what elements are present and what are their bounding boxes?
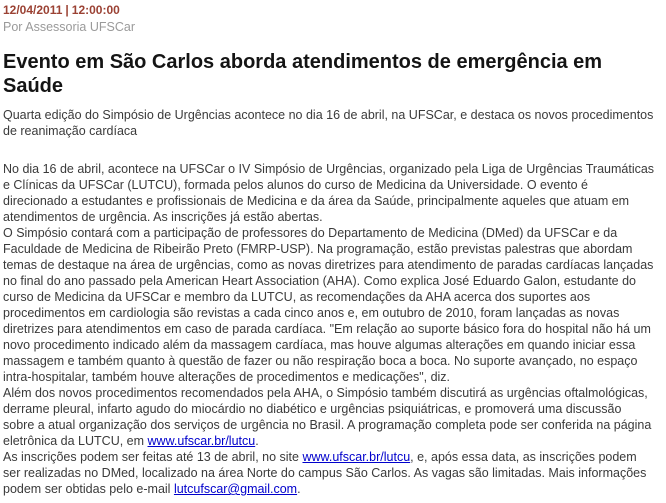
text-segment: Além dos novos procedimentos recomendados pela AHA, o Simpósio também discutirá as urgências oftalmológicas, derrame pleural, infarto agudo do miocárdio no diabético e urgências psiquiátricas, e promoverá uma discussão sobre a atual organização dos serviços de urgência no Brasil. A programação completa pode ser conferida na página eletrônica da LUTCU, em xyxy=(3,386,652,448)
text-segment: , e, após essa data, as inscrições podem ser realizadas no DMed, localizado na área Norte do campus São Carlos. As vagas são limitadas. Mais informações podem ser obtidas pelo e-mail xyxy=(3,450,647,496)
text-segment: No dia 16 de abril, acontece na UFSCar o IV Simpósio de Urgências, organizado pela Liga de Urgências Traumáticas e Clínicas da UFSCar (LUTCU), formada pelos alunos do curso de Medicina da Universidade. O evento é direcionado a estudantes e profissionais de Medicina e da área da Saúde, principalmente aqueles que atuam em atendimentos de urgência. As inscrições já estão abertas. xyxy=(3,162,655,224)
time-text: 12:00:00 xyxy=(71,3,120,17)
paragraph xyxy=(3,385,656,449)
inline-link[interactable]: www.ufscar.br/lutcu xyxy=(302,450,411,464)
inline-link[interactable]: lutcufscar@gmail.com xyxy=(173,482,298,496)
dateline-separator: | xyxy=(65,3,69,17)
article-subtitle: Quarta edição do Simpósio de Urgências acontece no dia 16 de abril, na UFSCar, e destaca os novos procedimentos de reanimação cardíaca xyxy=(3,108,654,138)
article-body xyxy=(3,161,656,497)
paragraph xyxy=(3,449,656,497)
text-segment: O Simpósio contará com a participação de professores do Departamento de Medicina (DMed) da UFSCar e da Faculdade de Medicina de Ribeirão Preto (FMRP-USP). Na programação, estão previstas palestras que abordam temas de destaque na área de urgências, como as novas diretrizes para atendimento de paradas cardíacas lançadas no final do ano passado pela American Heart Association (AHA). Como explica José Eduardo Galon, estudante do curso de Medicina da UFSCar e membro da LUTCU, as recomendações da AHA acerca dos suportes aos procedimentos em cardiologia são revistas a cada cinco anos e, em outubro de 2010, foram lançadas as novas diretrizes para atendimentos em caso de parada cardíaca. "Em relação ao suporte básico fora do hospital não há um novo procedimento indicado além da massagem cardíaca, mas houve algumas alterações em quando iniciar essa massagem e também quanto à questão de fazer ou não respiração boca a boca. No suporte avançado, no espaço intra-hospitalar, também houve alterações de procedimentos e medicações", diz. xyxy=(3,226,654,384)
byline: Por Assessoria UFSCar xyxy=(3,20,135,34)
text-segment: As inscrições podem ser feitas até 13 de abril, no site xyxy=(3,450,303,464)
date-text: 12/04/2011 xyxy=(3,3,63,17)
inline-link[interactable]: www.ufscar.br/lutcu xyxy=(147,434,256,448)
text-segment: . xyxy=(255,434,259,448)
paragraph xyxy=(3,161,656,225)
paragraph xyxy=(3,225,656,385)
article-title: Evento em São Carlos aborda atendimentos de emergência em Saúde xyxy=(3,51,603,97)
text-segment: . xyxy=(297,482,301,496)
dateline xyxy=(3,3,656,18)
